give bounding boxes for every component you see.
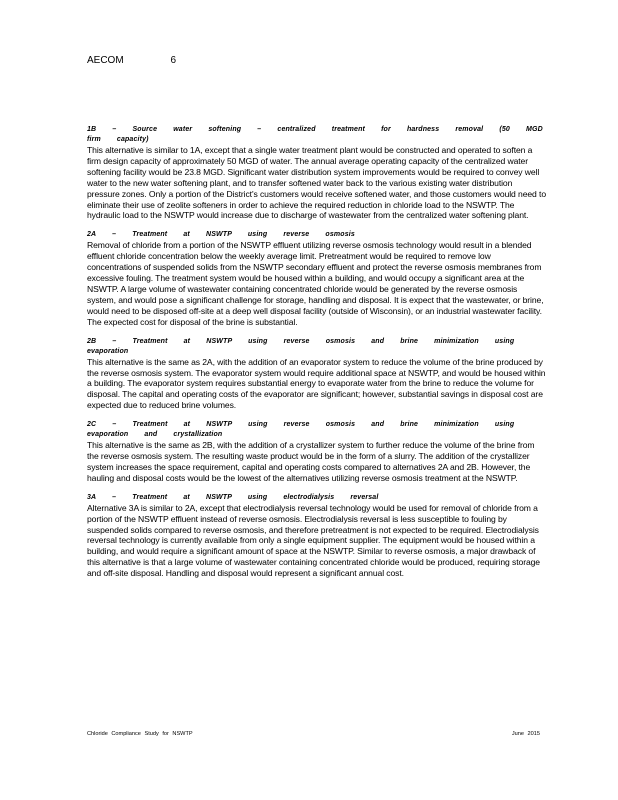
section-paragraph: Removal of chloride from a portion of the NSWTP effluent utilizing reverse osmosis technology would result in a blended effluent chloride concentration below the weekly average limit. Pretreatment would be required to remove low concentrations of suspended solids from the NSWTP secondary effluent and protect the reverse osmosis membranes from excessive fouling. The treatment system would be housed within a building, and would occupy a significant area at the NSWTP. A large volume of wastewater containing concentrated chloride would be generated by the reverse osmosis system, and would pose a significant challenge for storage, handling and disposal. It is expect that the wastewater, or brine, would need to be disposed off-site at a deep well disposal facility (outside of Wisconsin), or an industrial wastewater facility. The expected cost for disposal of the brine is substantial.: [87, 240, 544, 327]
section-paragraph: Alternative 3A is similar to 2A, except that electrodialysis reversal technology would be used for removal of chloride from a portion of the NSWTP effluent instead of reverse osmosis. Electrodialysis reversal is less susceptible to fouling by suspended solids compared to reverse osmosis, and therefore pretreatment is not expected to be required. Electrodialysis reversal technology is currently available from only a single equipment supplier. The equipment would be housed within a building, and would require a significant amount of space at the NSWTP. Similar to reverse osmosis, a major drawback of this alternative is that a large volume of wastewater containing concentrated chloride would be produced, requiring storage and off-site disposal. Handling and disposal would represent a significant annual cost.: [87, 502, 540, 579]
organization-name: AECOM: [87, 55, 124, 66]
section-paragraph: This alternative is similar to 1A, except that a single water treatment plant would be constructed and operated to soften a firm design capacity of approximately 50 MGD of water. The annual average operating capacity of the centralized water softening facility would be 23.8 MGD. Significant water distribution system improvements would be required to convey well water to the new water softening plant, and to transfer softened water back to the various existing water distribution pressure zones. Only a portion of the District's customers would receive softened water, and those customers would need to eliminate their use of zeolite softeners in order to achieve the required reduction in chloride load to the NSWTP. The hydraulic load to the NSWTP would increase due to discharge of wastewater from the centralized water softening plant.: [87, 145, 546, 221]
section-3a: [87, 493, 547, 579]
section-heading: 1B – Source water softening – centralized treatment for hardness removal (50 MGD firm capacity): [87, 126, 543, 143]
page-number: 6: [170, 55, 177, 66]
section-paragraph: This alternative is the same as 2B, with the addition of a crystallizer system to further reduce the volume of the brine from the reverse osmosis system. The resulting waste product would be in the form of a slurry. The addition of the crystallizer system increases the space requirement, capital and operating costs compared to alternatives 2A and 2B. However, the hauling and disposal costs would be the lowest of the alternatives utilizing reverse osmosis treatment at the NSWTP.: [87, 440, 535, 483]
section-paragraph: This alternative is the same as 2A, with the addition of an evaporator system to reduce the volume of the brine produced by the reverse osmosis system. The evaporator system would require additional space at NSWTP, and would be housed within a building. The evaporator system requires substantial energy to evaporate water from the brine to reduce the volume for disposal. The capital and operating costs of the evaporator are significant; however, substantial savings in disposal cost are expected due to reduced brine volumes.: [87, 356, 546, 411]
section-1b: [87, 125, 547, 221]
section-heading: 3A – Treatment at NSWTP using electrodialysis reversal: [87, 493, 379, 501]
page-header: [87, 55, 176, 66]
section-heading: 2C – Treatment at NSWTP using reverse osmosis and brine minimization using evaporation and crystallization: [87, 421, 515, 439]
section-heading: 2A – Treatment at NSWTP using reverse osmosis: [87, 231, 355, 239]
footer-document-title: Chloride Compliance Study for NSWTP: [87, 731, 193, 737]
footer-date: June 2015: [511, 731, 540, 737]
section-2a: [87, 230, 547, 327]
section-2c: [87, 420, 547, 484]
section-2b: [87, 337, 547, 412]
document-body: [87, 125, 547, 588]
section-heading: 2B – Treatment at NSWTP using reverse osmosis and brine minimization using evaporation: [87, 337, 515, 355]
